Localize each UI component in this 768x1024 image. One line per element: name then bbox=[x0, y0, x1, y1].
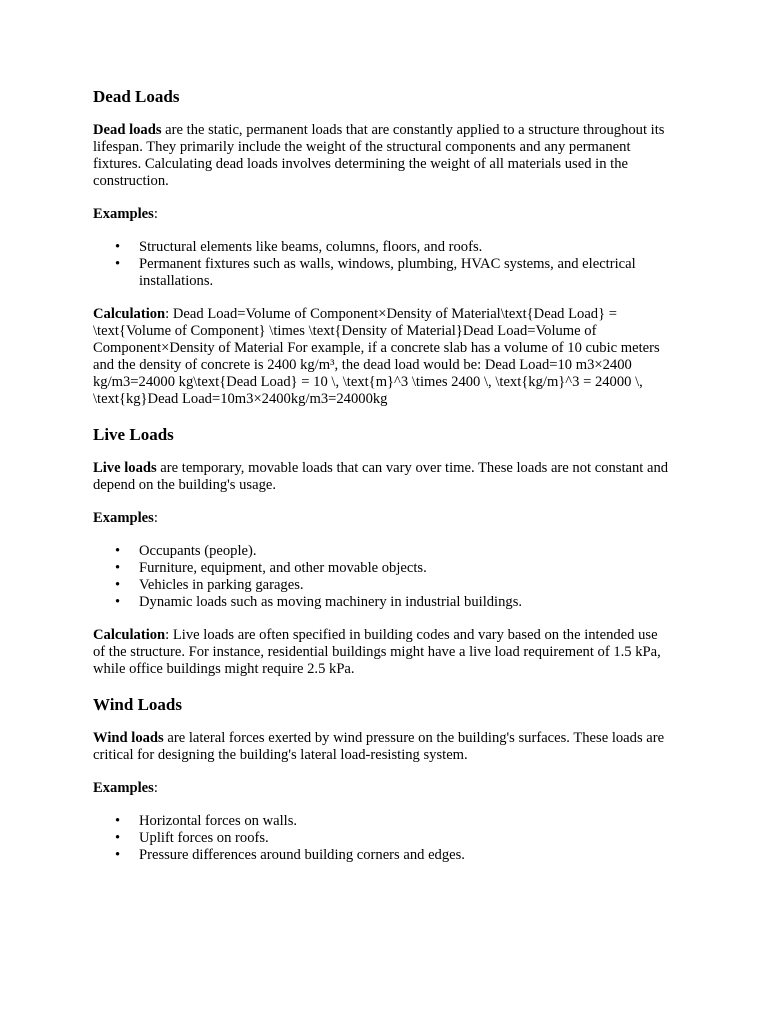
list-item: • Horizontal forces on walls. bbox=[139, 813, 673, 830]
intro-text: are temporary, movable loads that can vary over time. These loads are not constant and depend on the building's usage. bbox=[93, 460, 669, 493]
list-item: • Dynamic loads such as moving machinery in industrial buildings. bbox=[139, 594, 673, 611]
intro-text: are lateral forces exerted by wind pressure on the building's surfaces. These loads are critical for designing the building's lateral load-resisting system. bbox=[93, 730, 665, 763]
section-wind-loads bbox=[93, 694, 673, 864]
intro-term: Wind loads bbox=[93, 730, 164, 746]
examples-heading bbox=[93, 510, 673, 527]
list-item: • Pressure differences around building corners and edges. bbox=[139, 847, 673, 864]
intro-term: Dead loads bbox=[93, 122, 162, 138]
calculation-paragraph bbox=[93, 306, 673, 408]
examples-list bbox=[93, 543, 673, 611]
section-live-loads bbox=[93, 424, 673, 678]
examples-label: Examples bbox=[93, 780, 154, 796]
examples-list bbox=[93, 813, 673, 864]
list-item: • Occupants (people). bbox=[139, 543, 673, 560]
calculation-label: Calculation bbox=[93, 627, 166, 643]
list-item: • Structural elements like beams, columns, floors, and roofs. bbox=[139, 239, 673, 256]
section-heading: Wind Loads bbox=[93, 695, 182, 714]
examples-label: Examples bbox=[93, 206, 154, 222]
examples-colon: : bbox=[153, 780, 158, 796]
intro-text: are the static, permanent loads that are constantly applied to a structure throughout its lifespan. They primarily include the weight of the structural components and any permanent fixtures. Calculating dead loads involves determining the weight of all materials used in the construction. bbox=[93, 122, 665, 189]
examples-heading bbox=[93, 780, 673, 797]
examples-heading bbox=[93, 206, 673, 223]
section-heading: Dead Loads bbox=[93, 87, 180, 106]
examples-colon: : bbox=[153, 510, 158, 526]
list-item: • Permanent fixtures such as walls, windows, plumbing, HVAC systems, and electrical installations. bbox=[139, 256, 673, 290]
intro-term: Live loads bbox=[93, 460, 157, 476]
section-intro bbox=[93, 730, 673, 764]
examples-colon: : bbox=[153, 206, 158, 222]
calculation-text: : Dead Load=Volume of Component×Density of Material\text{Dead Load} = \text{Volume of Component} \times \text{Density of Material}Dead Load=Volume of Component×Density of Material For example, if a concrete slab has a volume of 10 cubic meters and the density of concrete is 2400 kg/m³, the dead load would be: Dead Load=10 m3×2400 kg/m3=24000 kg\text{Dead Load} = 10 \, \text{m}^3 \times 2400 \, \text{kg/m}^3 = 24000 \, \text{kg}Dead Load=10m3×2400kg/m3=24000kg bbox=[93, 306, 660, 407]
examples-list bbox=[93, 239, 673, 290]
examples-label: Examples bbox=[93, 510, 154, 526]
calculation-label: Calculation bbox=[93, 306, 166, 322]
list-item: • Furniture, equipment, and other movable objects. bbox=[139, 560, 673, 577]
calculation-text: : Live loads are often specified in building codes and vary based on the intended use of the structure. For instance, residential buildings might have a live load requirement of 1.5 kPa, while office buildings might require 2.5 kPa. bbox=[93, 627, 661, 677]
section-dead-loads bbox=[93, 86, 673, 408]
section-intro bbox=[93, 460, 673, 494]
calculation-paragraph bbox=[93, 627, 673, 678]
section-heading: Live Loads bbox=[93, 425, 174, 444]
document-page bbox=[93, 86, 673, 864]
list-item: • Vehicles in parking garages. bbox=[139, 577, 673, 594]
section-intro bbox=[93, 122, 673, 190]
list-item: • Uplift forces on roofs. bbox=[139, 830, 673, 847]
